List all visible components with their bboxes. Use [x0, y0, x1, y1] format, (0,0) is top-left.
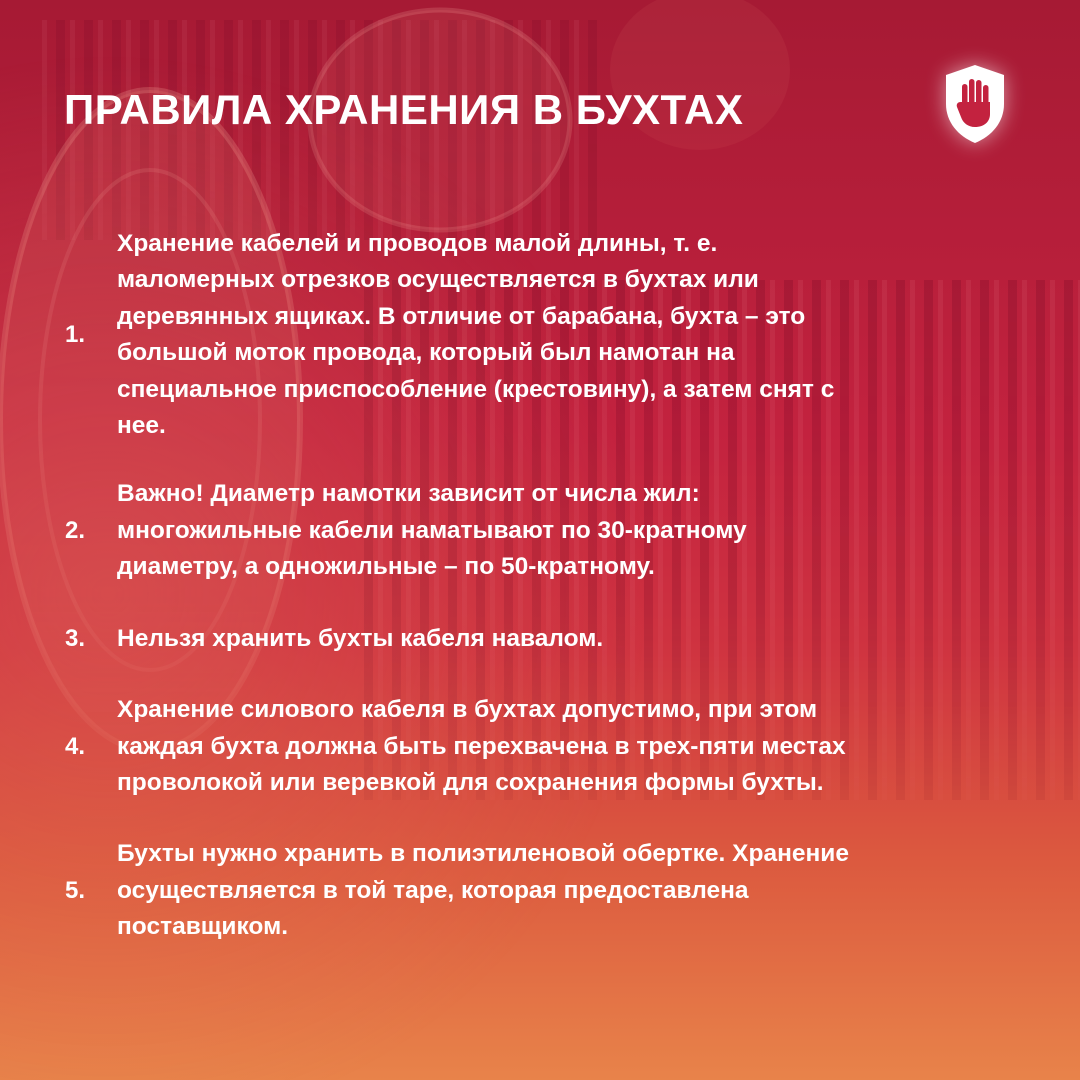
- rule-number: 4.: [65, 733, 86, 760]
- rule-number: 3.: [65, 625, 86, 652]
- rule-line: поставщиком.: [117, 913, 288, 941]
- rule-line: нее.: [117, 412, 166, 439]
- rule-number: 2.: [65, 517, 86, 544]
- rule-text: [117, 692, 1017, 802]
- rule-line: Хранение кабелей и проводов малой длины, т. е.: [117, 229, 718, 257]
- rule-line: большой моток провода, который был намотан на: [117, 339, 735, 366]
- rule-line: Хранение силового кабеля в бухтах допустимо, при этом: [117, 696, 818, 724]
- rule-line: Нельзя хранить бухты кабеля навалом.: [117, 624, 604, 652]
- rule-text: [117, 836, 1017, 946]
- rule-line: проволокой или веревкой для сохранения формы бухты.: [117, 769, 824, 797]
- rule-line: многожильные кабели наматывают по 30-кратному: [117, 516, 747, 544]
- rule-text: [117, 621, 1017, 658]
- rule-item-3: [0, 619, 1080, 659]
- rule-item-1: [0, 225, 1080, 445]
- rule-line: Бухты нужно хранить в полиэтиленовой обертке. Хранение: [117, 840, 849, 868]
- rule-line: диаметру, а одножильные – по 50-кратному.: [117, 553, 655, 581]
- rule-item-4: [0, 692, 1080, 802]
- rule-text: [117, 476, 1017, 586]
- rule-line: осуществляется в той таре, которая предоставлена: [117, 876, 749, 904]
- rule-number: 1.: [65, 321, 86, 348]
- rule-text: [117, 226, 1017, 445]
- rule-item-5: [0, 836, 1080, 946]
- rule-line: деревянных ящиках. В отличие от барабана, бухта – это: [117, 302, 806, 330]
- rule-line: Важно! Диаметр намотки зависит от числа жил:: [117, 480, 700, 508]
- rule-number: 5.: [65, 877, 86, 904]
- rule-line: специальное приспособление (крестовину), а затем снят с: [117, 375, 835, 403]
- rule-line: маломерных отрезков осуществляется в бухтах или: [117, 266, 759, 293]
- page-title: ПРАВИЛА ХРАНЕНИЯ В БУХТАХ: [64, 86, 744, 133]
- rule-item-2: [0, 476, 1080, 586]
- rule-line: каждая бухта должна быть перехвачена в трех-пяти местах: [117, 732, 846, 760]
